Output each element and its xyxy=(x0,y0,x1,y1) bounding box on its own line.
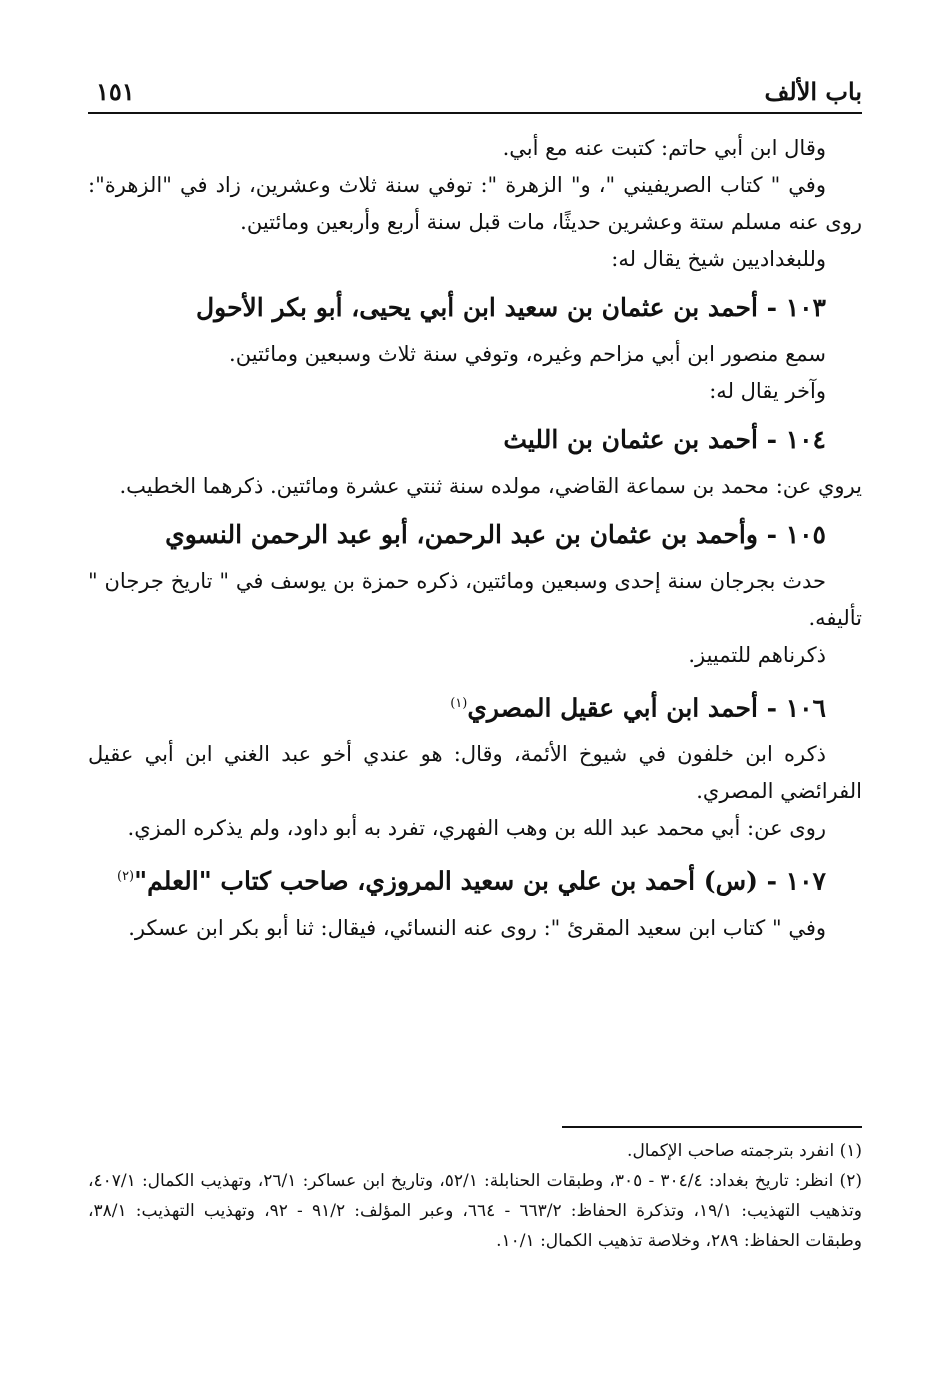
chapter-title: باب الألف xyxy=(764,77,862,106)
footnote-marker-1: (١) xyxy=(450,696,468,711)
paragraph-sarifini: وفي " كتاب الصريفيني "، و" الزهرة ": توفي سنة ثلاث وعشرين، زاد في "الزهرة": روى عنه مسلم ستة وعشرين حديثًا، مات قبل سنة أربع وأربعين ومائتين. xyxy=(88,173,862,234)
paragraph-entry-104: يروي عن: محمد بن سماعة القاضي، مولده سنة ثنتي عشرة ومائتين. ذكرهما الخطيب. xyxy=(119,474,862,498)
entry-107-title: ١٠٧ - (س) أحمد بن علي بن سعيد المروزي، صاحب كتاب "العلم" xyxy=(134,866,826,896)
paragraph-entry-106-riwaya: روى عن: أبي محمد عبد الله بن وهب الفهري، تفرد به أبو داود، ولم يذكره المزي. xyxy=(127,816,826,841)
footnote-marker-2: (٢) xyxy=(116,869,135,885)
paragraph-entry-107: وفي " كتاب ابن سعيد المقرئ ": روى عنه النسائي، فيقال: ثنا أبو بكر ابن عسكر. xyxy=(128,915,826,940)
entry-103-heading: ١٠٣ - أحمد بن عثمان بن سعيد ابن أبي يحيى، أبو بكر الأحول xyxy=(196,293,826,322)
page-header xyxy=(88,62,862,114)
paragraph-tamyiz: ذكرناهم للتمييز. xyxy=(688,643,826,667)
entry-106-title: ١٠٦ - أحمد ابن أبي عقيل المصري xyxy=(467,693,826,723)
footnote-divider xyxy=(562,1126,862,1128)
footnote-2: (٢) انظر: تاريخ بغداد: ٣٠٤/٤ - ٣٠٥، وطبقات الحنابلة: ٥٢/١، وتاريخ ابن عساكر: ٢٦/١، وتهذيب الكمال: ٤٠٧/١، وتذهيب التهذيب: ١٩/١، وتذكرة الحفاظ: ٦٦٣/٢ - ٦٦٤، وعبر المؤلف: ٩١/٢ - ٩٢، وتهذيب التهذيب: ٣٨/١، وطبقات الحفاظ: ٢٨٩، وخلاصة تذهيب الكمال: ١٠/١. xyxy=(88,1171,862,1251)
paragraph-entry-106: ذكره ابن خلفون في شيوخ الأئمة، وقال: هو عندي أخو عبد الغني ابن أبي عقيل الفرائضي المصري. xyxy=(88,742,862,804)
paragraph-ibn-abi-hatim: وقال ابن أبي حاتم: كتبت عنه مع أبي. xyxy=(502,136,826,160)
entry-107-heading xyxy=(88,857,862,901)
entry-106-heading xyxy=(88,684,862,728)
page-body xyxy=(88,130,862,947)
paragraph-baghdadi-sheikh: وللبغداديين شيخ يقال له: xyxy=(611,247,826,271)
paragraph-entry-105: حدث بجرجان سنة إحدى وسبعين ومائتين، ذكره حمزة بن يوسف في " تاريخ جرجان " تأليفه. xyxy=(88,569,862,630)
entry-105-heading: ١٠٥ - وأحمد بن عثمان بن عبد الرحمن، أبو عبد الرحمن النسوي xyxy=(165,520,826,549)
entry-104-heading: ١٠٤ - أحمد بن عثمان بن الليث xyxy=(503,425,826,454)
book-page xyxy=(88,62,862,1337)
paragraph-another: وآخر يقال له: xyxy=(709,379,826,403)
footnote-1: (١) انفرد بترجمته صاحب الإكمال. xyxy=(627,1141,862,1161)
footnotes xyxy=(88,1126,862,1256)
page-number: ١٥١ xyxy=(96,77,135,106)
paragraph-entry-103: سمع منصور ابن أبي مزاحم وغيره، وتوفي سنة ثلاث وسبعين ومائتين. xyxy=(229,342,826,366)
